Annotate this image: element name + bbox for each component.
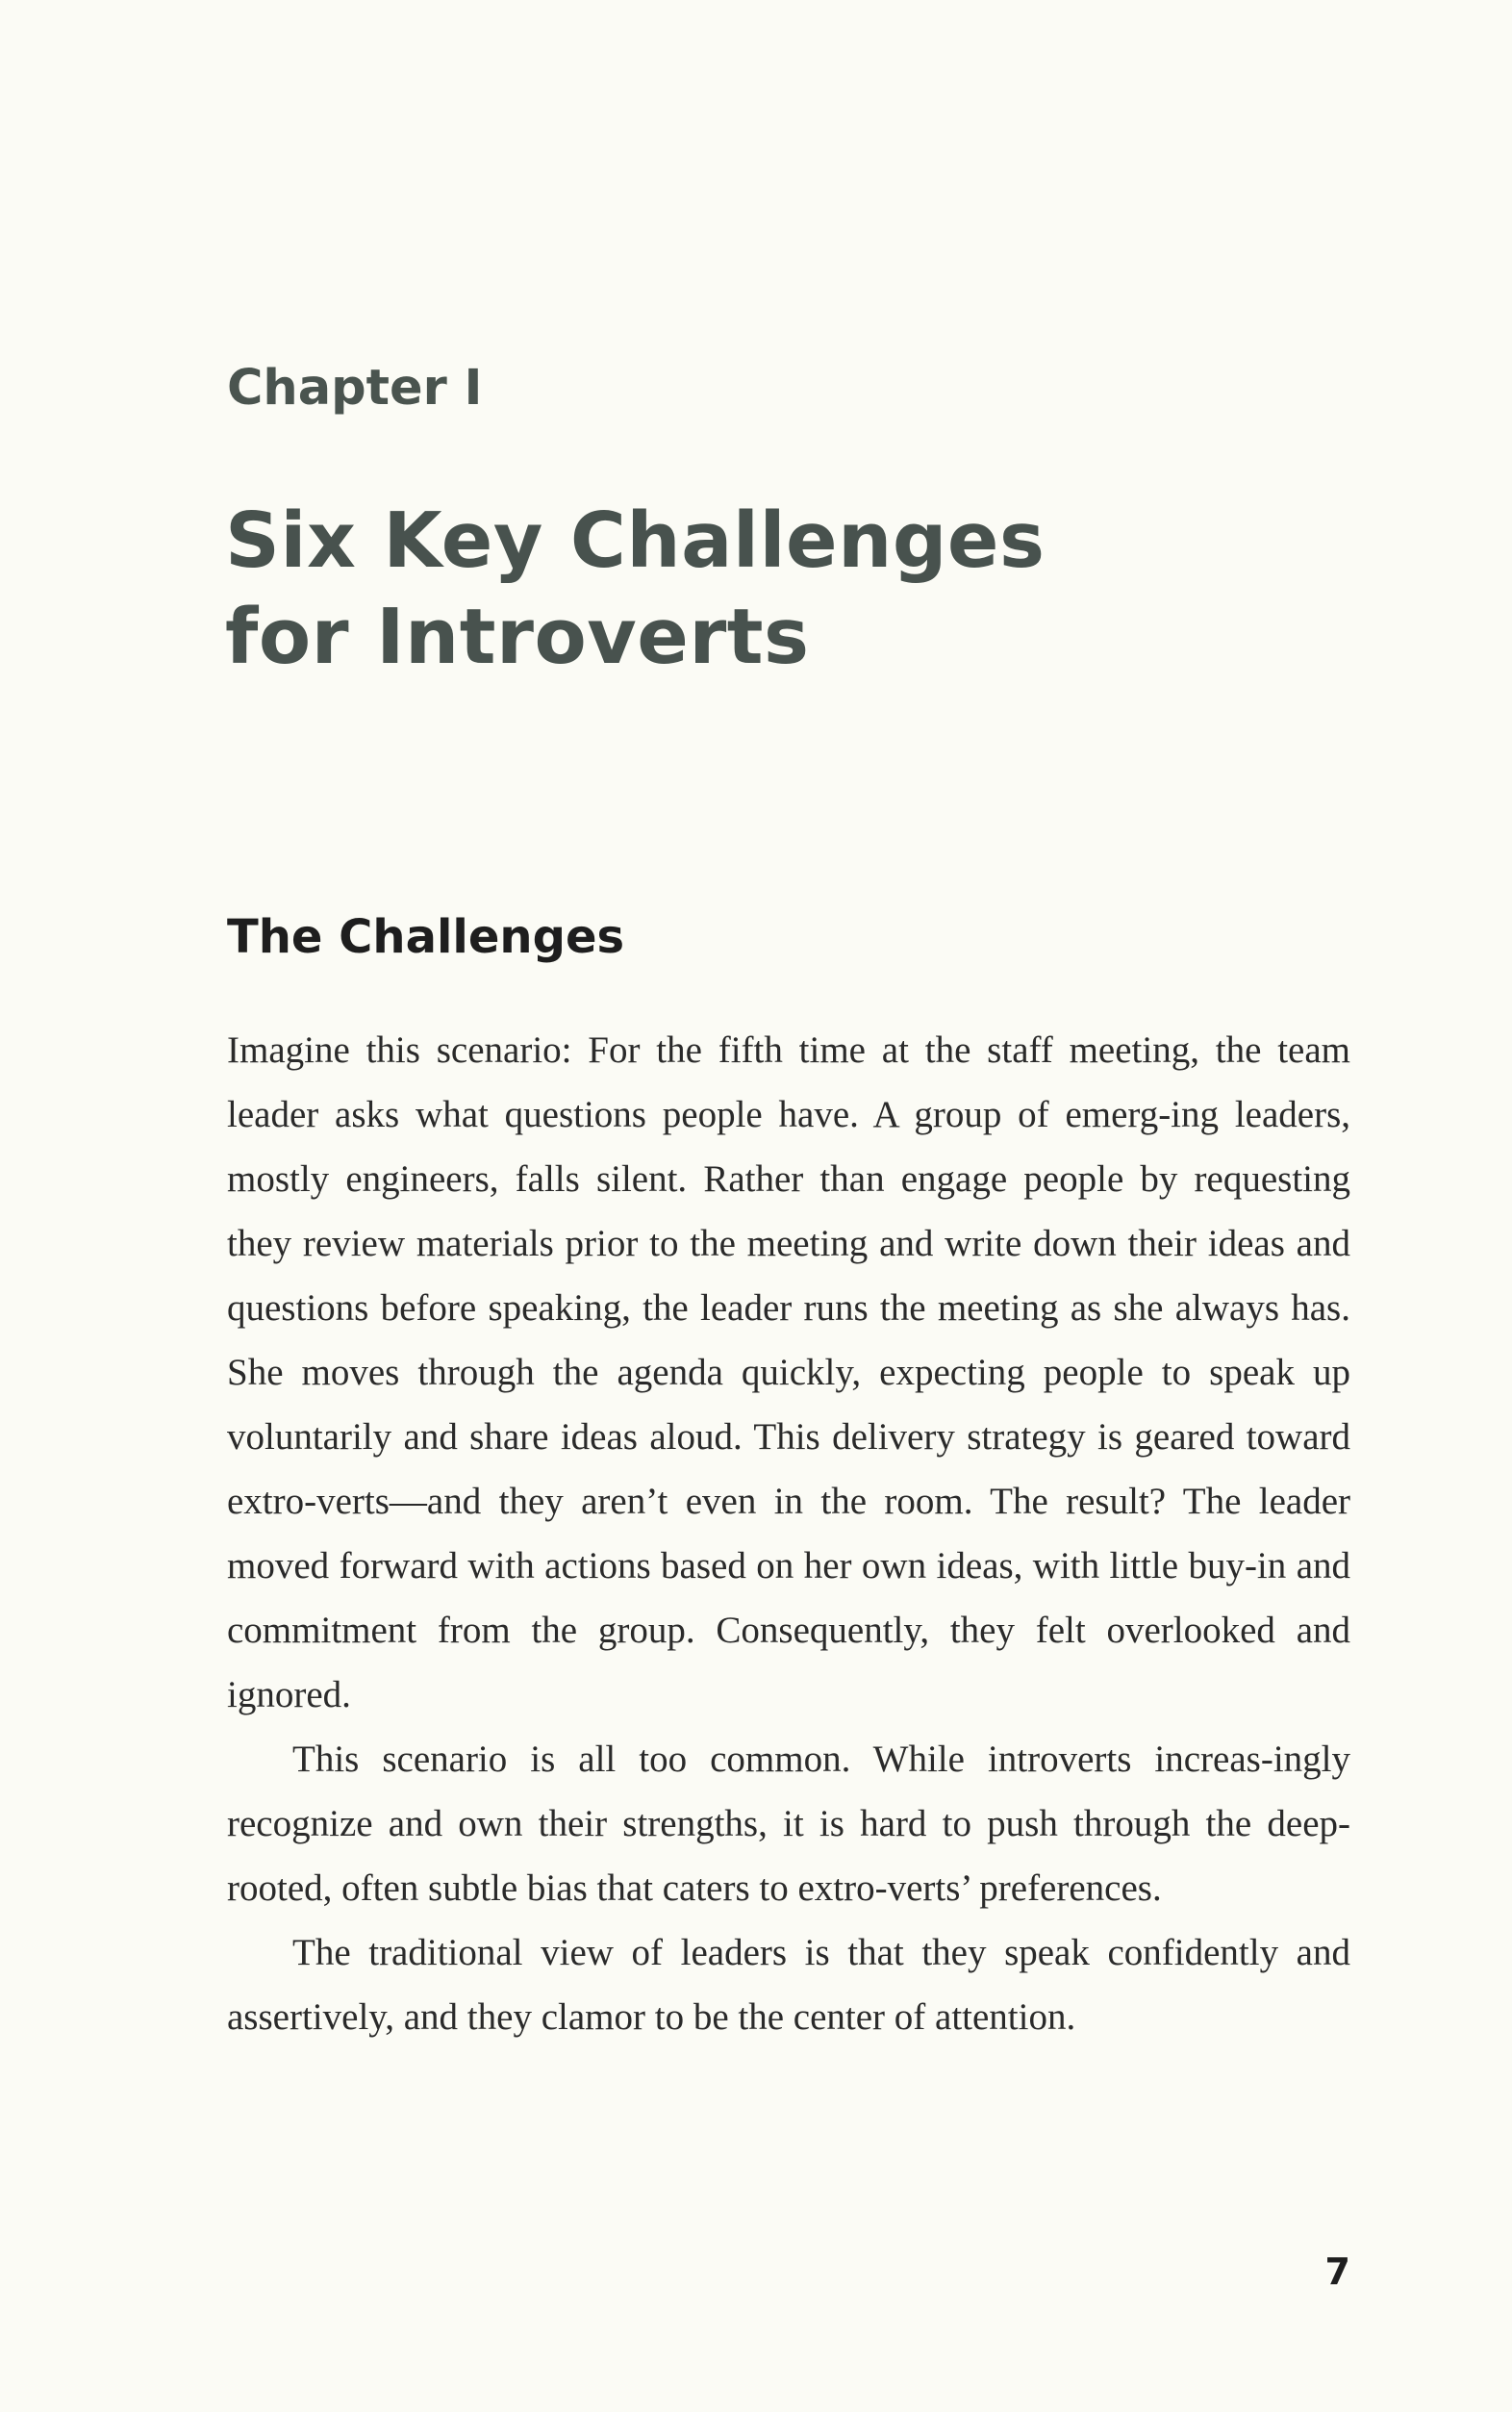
chapter-label: Chapter I xyxy=(227,360,483,417)
chapter-title xyxy=(225,493,1046,685)
body-text xyxy=(227,1018,1350,2049)
paragraph: This scenario is all too common. While introverts increas-ingly recognize and own their strengths, it is hard to push through the deep-rooted, often subtle bias that caters to extro-verts’ preferences. xyxy=(227,1739,1350,1909)
page-number: 7 xyxy=(1324,2250,1350,2293)
chapter-title-line: Six Key Challenges xyxy=(225,496,1046,585)
section-heading: The Challenges xyxy=(227,910,625,964)
paragraph: Imagine this scenario: For the fifth time at the staff meeting, the team leader asks what questions people have. A group of emerg-ing leaders, mostly engineers, falls silent. Rather than engage people by requesting they review materials prior to the meeting and write down their ideas and questions before speaking, the leader runs the meeting as she always has. She moves through the agenda quickly, expecting people to speak up voluntarily and share ideas aloud. This delivery strategy is geared toward extro-verts—and they aren’t even in the room. The result? The leader moved forward with actions based on her own ideas, with little buy-in and commitment from the group. Consequently, they felt overlooked and ignored. xyxy=(227,1029,1350,1715)
chapter-title-line: for Introverts xyxy=(225,593,810,681)
paragraph: The traditional view of leaders is that they speak confidently and assertively, and they clamor to be the center of attention. xyxy=(227,1932,1350,2038)
